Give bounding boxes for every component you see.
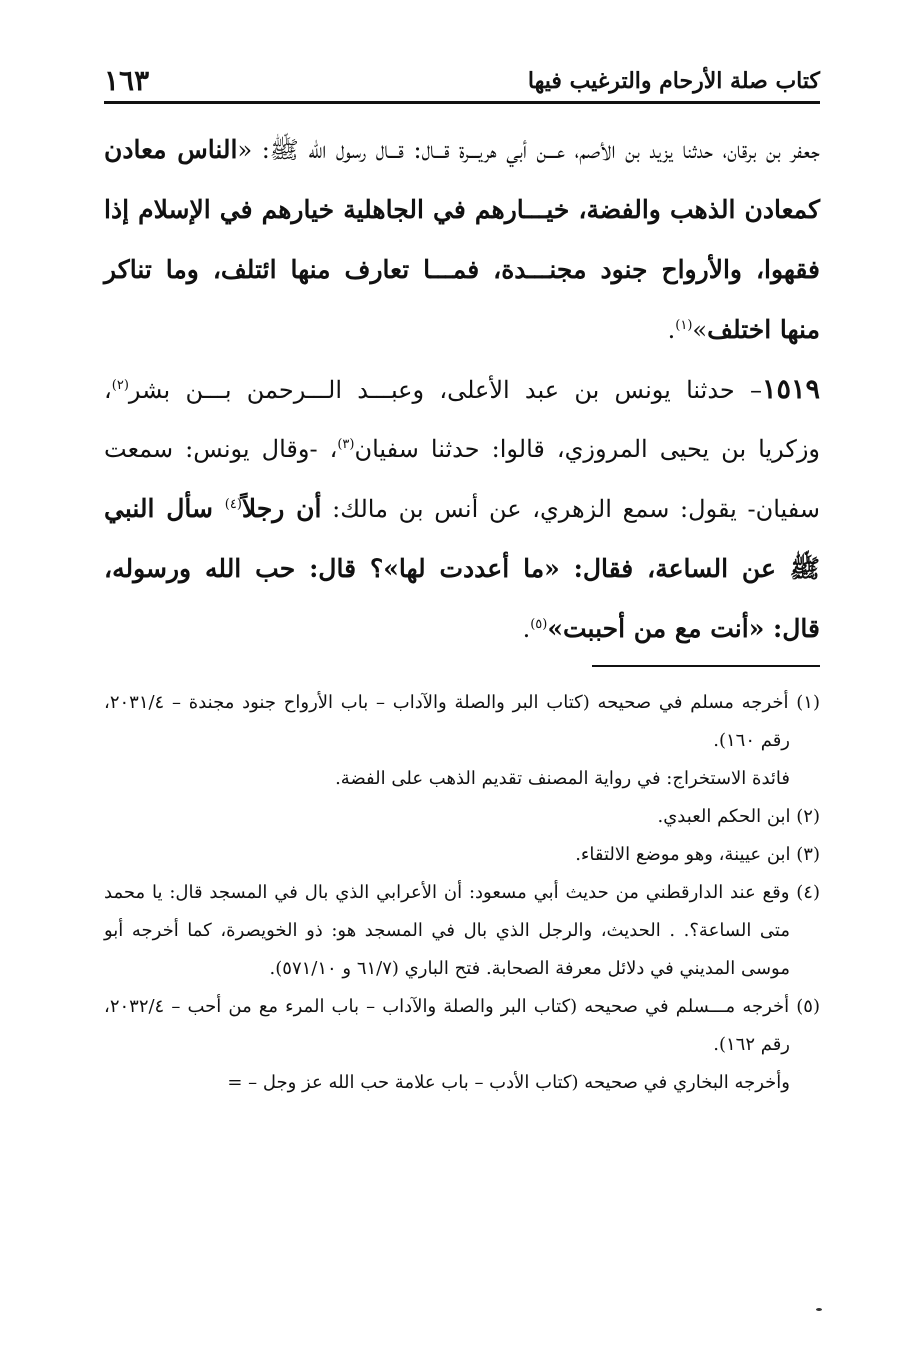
p2-isnad-c: ، -وقال يونس: سمعت سفيان- يقول: سمع الزهري، عن أنس بن مالك: (104, 435, 821, 523)
page-number: ١٦٣ (104, 64, 150, 97)
footnote-ref-3: (٣) (337, 437, 355, 452)
header-divider (104, 101, 820, 104)
hadith-text-2b: سأل النبي ﷺ عن الساعة، فقال: «ما أعددت لها»؟ قال: حب الله ورسوله، قال: «أنت مع من أحببت» (104, 494, 820, 643)
paragraph-1 (104, 120, 820, 360)
p2-isnad-b: ، وزكريا بن يحيى المروزي، قالوا: حدثنا سفيان (104, 376, 821, 463)
page-header (104, 66, 820, 104)
p1-intro: جعفر بن برقان، حدثنا يزيد بن الأصم، عـــن أبي هريـــرة قـــال: قـــال رسول الله ﷺ: « (237, 136, 820, 164)
footnotes (104, 684, 820, 1102)
p2-isnad-a: – حدثنا يونس بن عبد الأعلى، وعبـــد الـــرحمن بـــن بشر (128, 376, 762, 404)
footnote-2: (٢) ابن الحكم العبدي. (657, 806, 820, 827)
p1-close-quote: » (692, 316, 708, 344)
hadith-text-2a: أن رجلاً (241, 494, 322, 523)
footnote-divider (592, 665, 820, 667)
footnote-ref-1: (١) (675, 318, 693, 333)
main-text (104, 120, 820, 659)
footnote-ref-2: (٢) (111, 378, 129, 393)
footnote-5-note: وأخرجه البخاري في صحيحه (كتاب الأدب – باب علامة حب الله عز وجل – = (227, 1072, 790, 1093)
footnote-5: (٥) أخرجه مـــسلم في صحيحه (كتاب البر والصلة والآداب – باب المرء مع من أحب – ٢٠٣٢/٤، رقم ١٦٢). (104, 996, 820, 1055)
footnote-ref-5: (٥) (530, 617, 548, 632)
page-title: كتاب صلة الأرحام والترغيب فيها (527, 68, 820, 94)
paragraph-2 (104, 360, 820, 659)
p2-end: . (522, 615, 531, 643)
footnote-ref-4: (٤) (224, 497, 242, 512)
footnote-1: (١) أخرجه مسلم في صحيحه (كتاب البر والصلة والآداب – باب الأرواح جنود مجندة – ٢٠٣١/٤، رقم ١٦٠). (104, 692, 820, 751)
footnote-4: (٤) وقع عند الدارقطني من حديث أبي مسعود: أن الأعرابي الذي بال في المسجد قال: يا محمد متى الساعة؟. . الحديث، والرجل الذي بال في المسجد هو: ذو الخويصرة، كما أخرجه أبو موسى المديني في دلائل معرفة الصحابة. فتح الباري (٦١/٧ و ٥٧١/١٠). (104, 882, 820, 979)
p1-end: . (667, 316, 676, 344)
footnote-3: (٣) ابن عيينة، وهو موضع الالتقاء. (575, 844, 820, 865)
scan-speck (816, 1308, 822, 1311)
hadith-number: ١٥١٩ (761, 374, 820, 405)
hadith-text-1: الناس معادن كمعادن الذهب والفضة، خيـــارهم في الجاهلية خيارهم في الإسلام إذا فقهوا، والأرواح جنود مجنـــدة، فمـــا تعارف منها ائتلف، وما تناكر منها اختلف (104, 135, 820, 344)
footnote-1-note: فائدة الاستخراج: في رواية المصنف تقديم الذهب على الفضة. (335, 768, 790, 789)
